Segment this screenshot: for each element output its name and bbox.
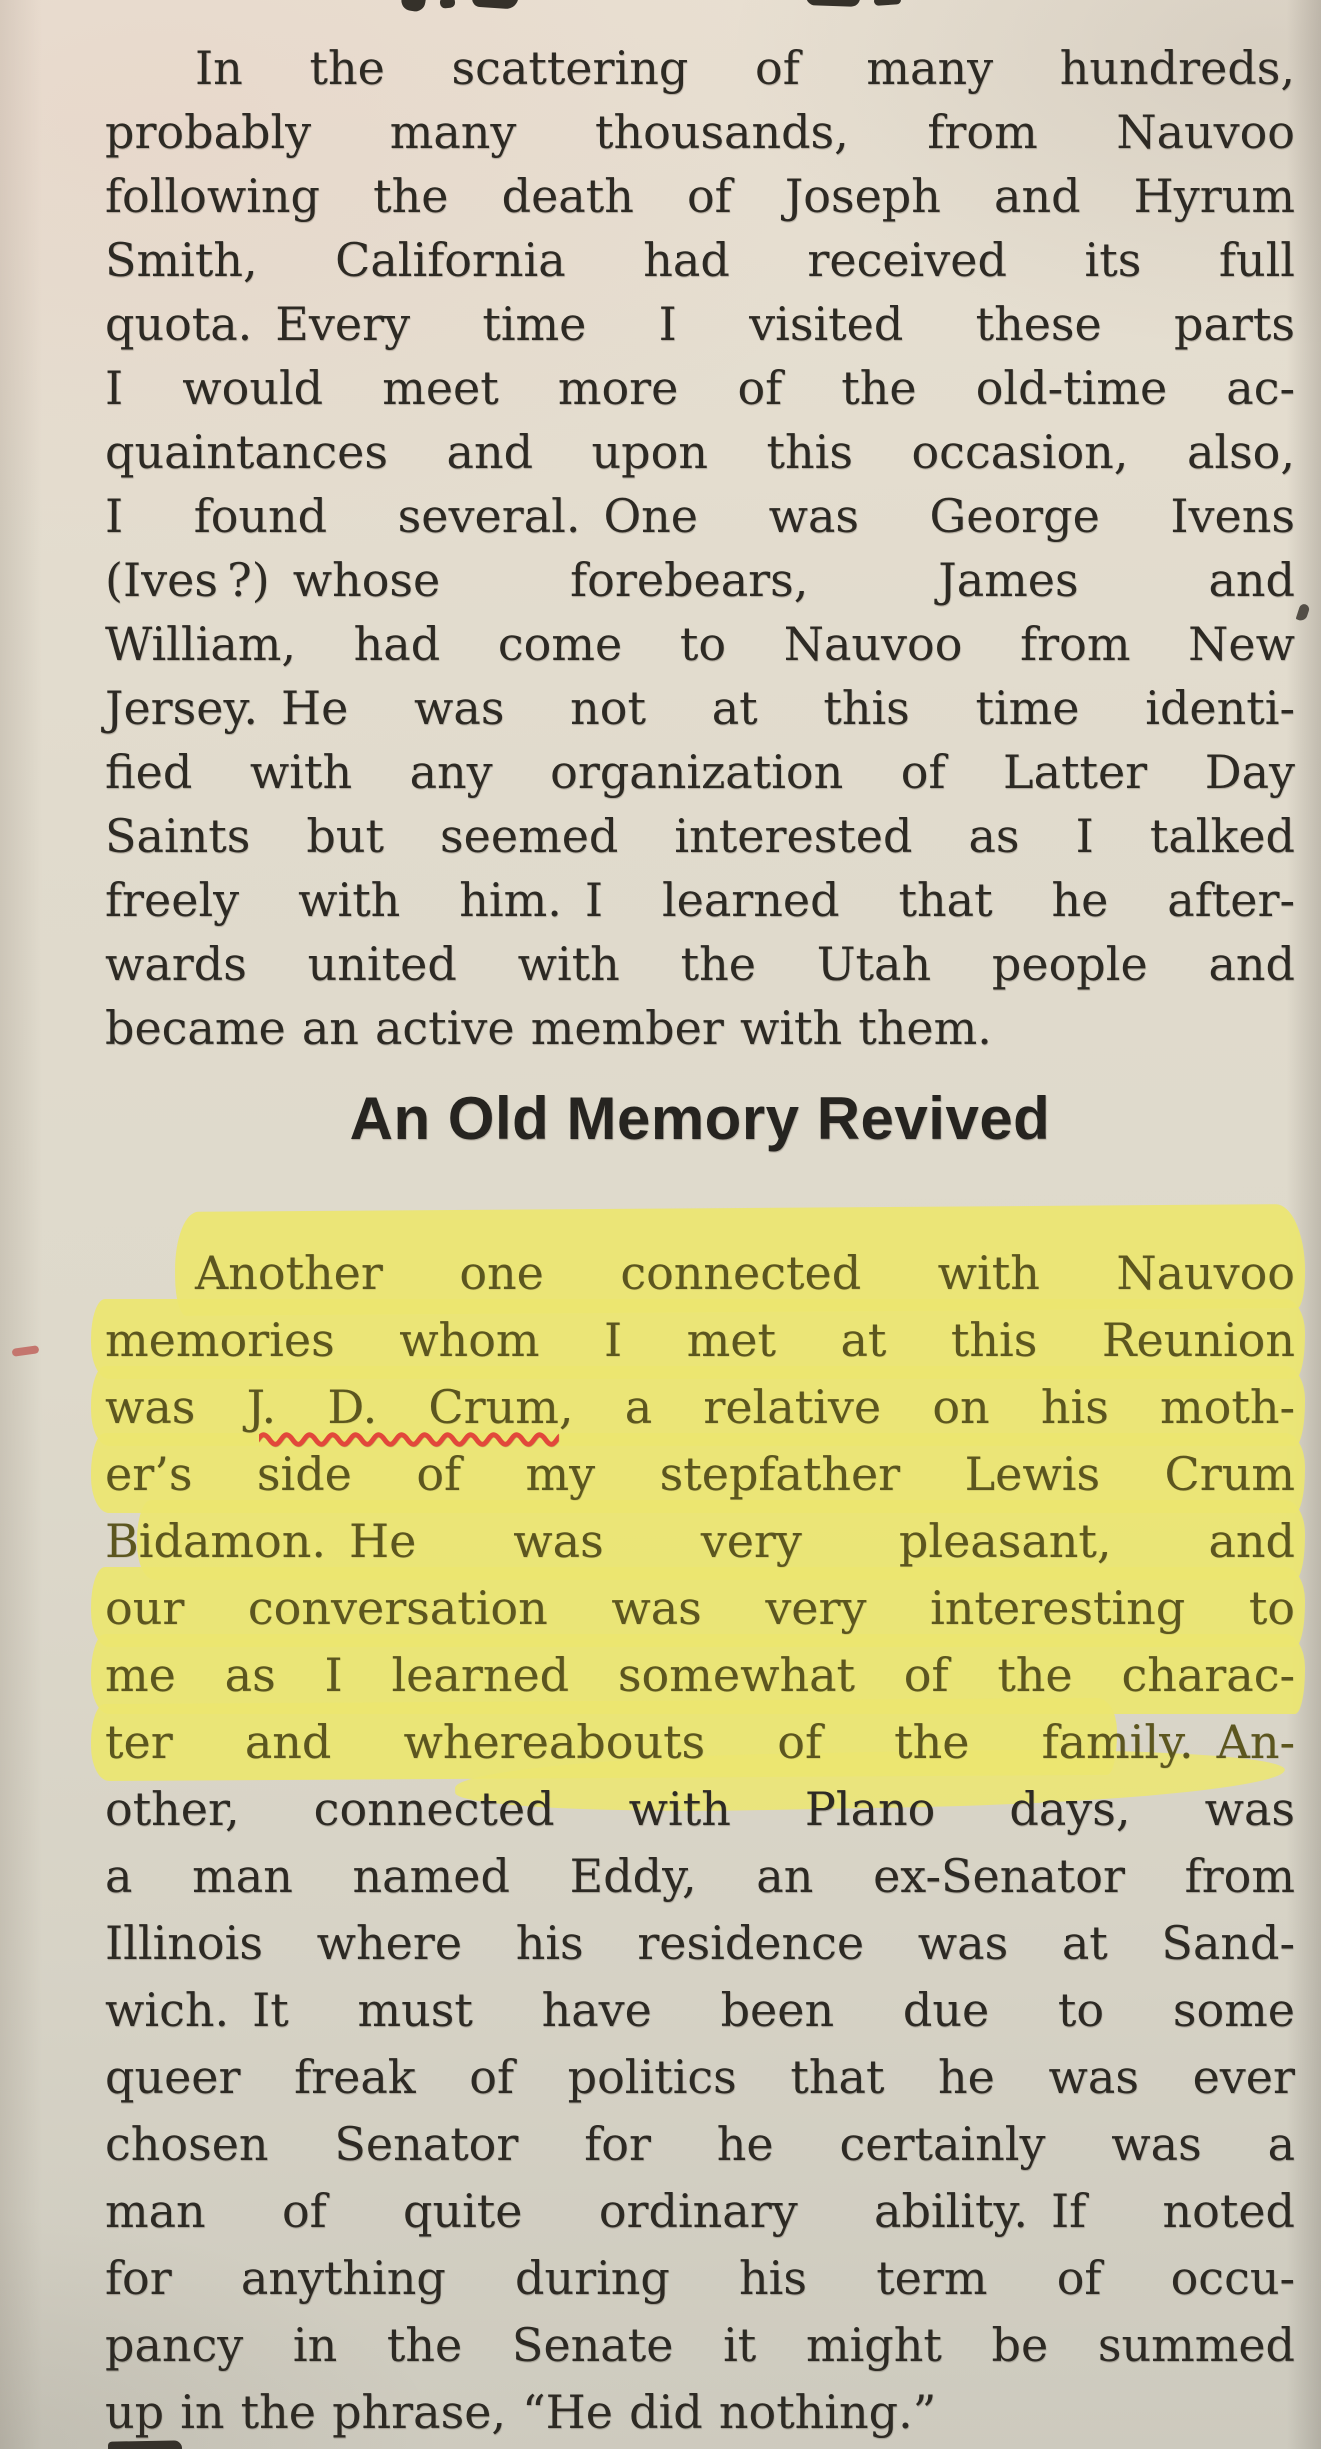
text-line: quota. Every time I visited these parts: [105, 297, 1295, 351]
text-line: following the death of Joseph and Hyrum: [105, 169, 1295, 223]
top-edge-text-fragment: [806, 0, 860, 7]
text-line: man of quite ordinary ability. If noted: [105, 2184, 1295, 2238]
text-line: a man named Eddy, an ex-Senator from: [105, 1849, 1295, 1903]
margin-mark: [12, 1345, 40, 1357]
text-line: pancy in the Senate it might be summed: [105, 2318, 1295, 2372]
text-line: Jersey. He was not at this time identi-: [105, 681, 1295, 735]
text-segment: , a relative on his moth-: [558, 1380, 1295, 1434]
text-line: wards united with the Utah people and: [105, 937, 1295, 991]
text-line: queer freak of politics that he was ever: [105, 2050, 1295, 2104]
text-line: [105, 1374, 1295, 1441]
text-line: I would meet more of the old-time ac-: [105, 361, 1295, 415]
text-line: Smith, California had received its full: [105, 233, 1295, 287]
text-line: for anything during his term of occu-: [105, 2251, 1295, 2305]
text-line: Saints but seemed interested as I talked: [105, 809, 1295, 863]
red-underline-annotation: J. D. Crum: [246, 1380, 559, 1434]
text-line: In the scattering of many hundreds,: [195, 41, 1295, 95]
text-line: probably many thousands, from Nauvoo: [105, 105, 1295, 159]
text-line: fied with any organization of Latter Day: [105, 745, 1295, 799]
text-line: er’s side of my stepfather Lewis Crum: [105, 1441, 1295, 1508]
text-line: chosen Senator for he certainly was a: [105, 2117, 1295, 2171]
text-line: became an active member with them.: [105, 1001, 992, 1055]
text-line: Illinois where his residence was at Sand-: [105, 1916, 1295, 1970]
text-line: other, connected with Plano days, was: [105, 1782, 1295, 1836]
text-line: (Ives ?) whose forebears, James and: [105, 553, 1295, 607]
highlighted-paragraph: [105, 1240, 1295, 2446]
text-line: freely with him. I learned that he after-: [105, 873, 1295, 927]
top-edge-text-fragment: [874, 0, 902, 6]
section-heading: An Old Memory Revived: [349, 1085, 1051, 1152]
top-edge-text-fragment: [472, 0, 519, 10]
text-line: Bidamon. He was very pleasant, and: [105, 1508, 1295, 1575]
text-line: I found several. One was George Ivens: [105, 489, 1295, 543]
bottom-edge-text-fragment: [108, 2440, 182, 2449]
text-line: our conversation was very interesting to: [105, 1575, 1295, 1642]
text-column: [105, 36, 1295, 2449]
ink-speck: [1296, 603, 1311, 622]
text-line: wich. It must have been due to some: [105, 1983, 1295, 2037]
text-line: quaintances and upon this occasion, also,: [105, 425, 1295, 479]
text-line: ter and whereabouts of the family. An-: [105, 1709, 1295, 1776]
top-edge-text-fragment: [439, 0, 455, 9]
text-line: up in the phrase, “He did nothing.”: [105, 2385, 937, 2439]
text-line: William, had come to Nauvoo from New: [105, 617, 1295, 671]
top-edge-text-fragment: [400, 0, 426, 13]
text-segment: was: [105, 1380, 247, 1434]
text-line: Another one connected with Nauvoo: [105, 1240, 1295, 1307]
text-line: memories whom I met at this Reunion: [105, 1307, 1295, 1374]
text-line: me as I learned somewhat of the charac-: [105, 1642, 1295, 1709]
opening-paragraph: [105, 36, 1295, 1060]
